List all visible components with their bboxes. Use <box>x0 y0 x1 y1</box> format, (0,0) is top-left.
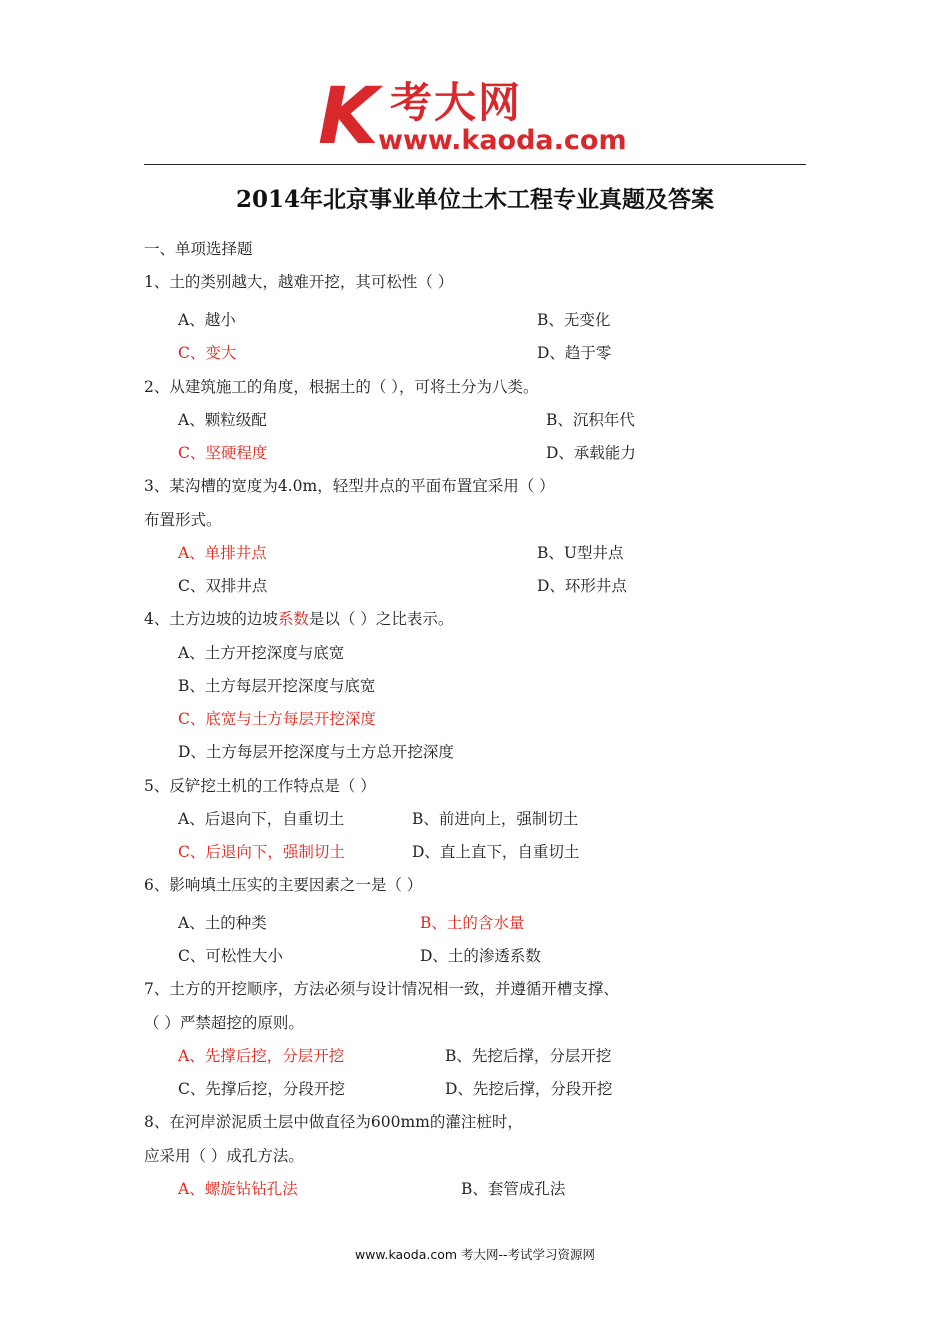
q4-option-a: A、土方开挖深度与底宽 <box>178 644 345 662</box>
q2-option-b: B、沉积年代 <box>546 411 635 429</box>
q3-option-a-answer: A、单排井点 <box>178 544 267 562</box>
document-title: 2014年北京事业单位土木工程专业真题及答案 <box>235 186 714 213</box>
q5-option-a: A、后退向下，自重切土 <box>178 810 345 828</box>
q2-option-c-answer: C、坚硬程度 <box>178 444 268 462</box>
q2-option-a: A、颗粒级配 <box>178 411 267 429</box>
q1-option-c-answer: C、变大 <box>178 344 237 362</box>
q4-option-b: B、土方每层开挖深度与底宽 <box>178 677 376 695</box>
page-footer: www.kaoda.com 考大网--考试学习资源网 <box>354 1247 596 1262</box>
q6-option-b-answer: B、土的含水量 <box>420 914 525 932</box>
q3-option-b: B、U型井点 <box>537 544 624 562</box>
q7-option-a-answer: A、先撑后挖，分层开挖 <box>178 1047 345 1065</box>
question-3-stem-cont: 布置形式。 <box>144 511 222 529</box>
q3-option-c: C、双排井点 <box>178 577 268 595</box>
q5-option-d: D、直上直下，自重切土 <box>412 843 580 861</box>
q3-option-d: D、环形井点 <box>537 577 627 595</box>
q4-stem-post: 是以（ ）之比表示。 <box>308 610 454 628</box>
logo-k-mark: K <box>318 72 379 162</box>
q1-option-a: A、越小 <box>178 311 236 329</box>
q5-option-b: B、前进向上，强制切土 <box>412 810 579 828</box>
question-5-stem: 5、反铲挖土机的工作特点是（ ） <box>144 777 376 795</box>
question-8-stem-cont: 应采用（ ）成孔方法。 <box>144 1147 304 1165</box>
q4-stem-highlight: 系数 <box>277 610 309 628</box>
q4-option-c-answer: C、底宽与土方每层开挖深度 <box>178 710 376 728</box>
q4-option-d: D、土方每层开挖深度与土方总开挖深度 <box>178 743 454 761</box>
q5-option-c-answer: C、后退向下，强制切土 <box>178 843 345 861</box>
q7-option-b: B、先挖后撑，分层开挖 <box>445 1047 612 1065</box>
question-4-stem <box>144 608 453 630</box>
q8-option-a-answer: A、螺旋钻钻孔法 <box>178 1180 298 1198</box>
question-2-stem: 2、从建筑施工的角度，根据土的（ ），可将土分为八类。 <box>144 378 539 396</box>
q2-option-d: D、承载能力 <box>546 444 636 462</box>
question-6-stem: 6、影响填土压实的主要因素之一是（ ） <box>144 876 423 894</box>
question-1-stem: 1、土的类别越大，越难开挖，其可松性（ ） <box>144 273 454 291</box>
q6-option-c: C、可松性大小 <box>178 947 283 965</box>
q6-option-d: D、土的渗透系数 <box>420 947 541 965</box>
q4-stem-pre: 4、土方边坡的边坡 <box>144 610 278 628</box>
kaoda-logo <box>318 72 648 162</box>
logo-url: www.kaoda.com <box>378 125 627 156</box>
q8-option-b: B、套管成孔法 <box>461 1180 566 1198</box>
q6-option-a: A、土的种类 <box>178 914 267 932</box>
q7-option-d: D、先挖后撑，分段开挖 <box>445 1080 613 1098</box>
q1-option-d: D、趋于零 <box>537 344 612 362</box>
section-heading: 一、单项选择题 <box>144 240 253 258</box>
header-divider <box>144 164 806 165</box>
q7-option-c: C、先撑后挖，分段开挖 <box>178 1080 345 1098</box>
question-8-stem: 8、在河岸淤泥质土层中做直径为600mm的灌注桩时， <box>144 1113 523 1131</box>
question-3-stem: 3、某沟槽的宽度为4.0m，轻型井点的平面布置宜采用（ ） <box>144 477 555 495</box>
question-7-stem: 7、土方的开挖顺序，方法必须与设计情况相一致，并遵循开槽支撑、 <box>144 980 619 998</box>
logo-site-name: 考大网 <box>390 78 523 127</box>
question-7-stem-cont: （ ）严禁超挖的原则。 <box>144 1014 304 1032</box>
q1-option-b: B、无变化 <box>537 311 611 329</box>
